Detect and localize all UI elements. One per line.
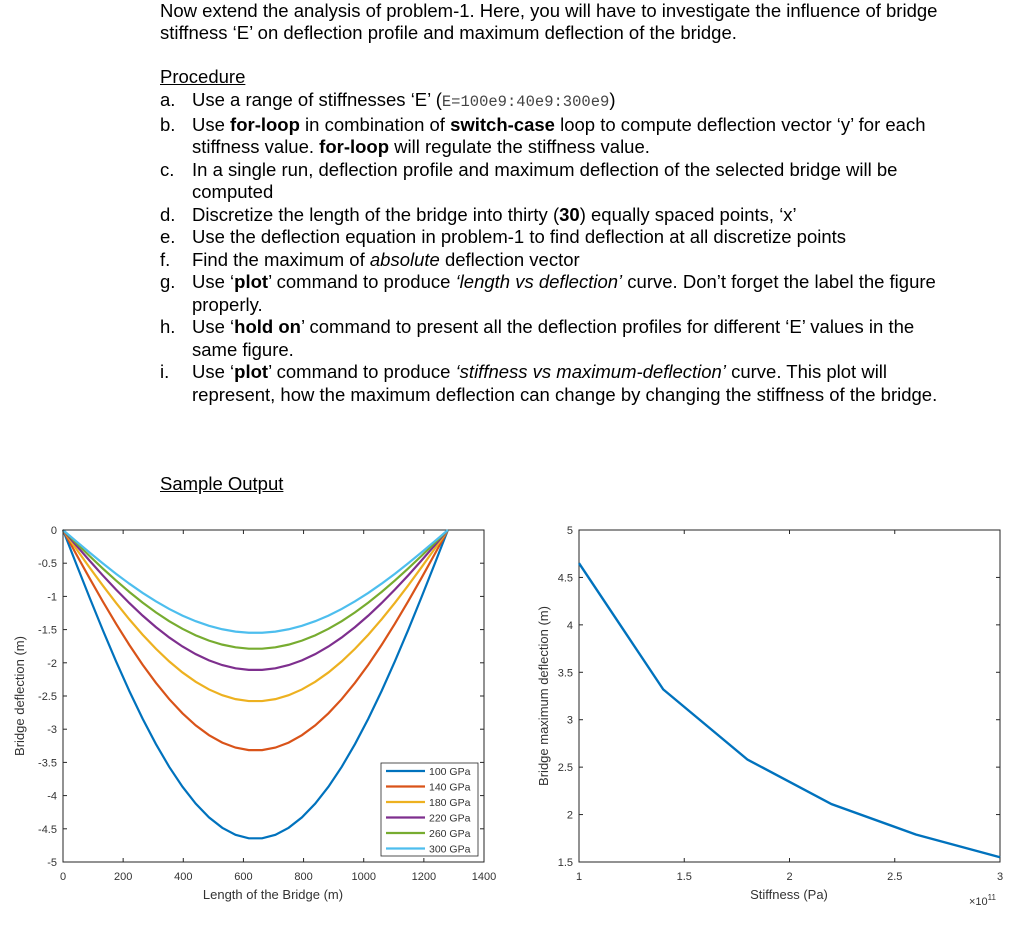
y-tick-label: -2.5 [38,691,57,703]
intro-paragraph: Now extend the analysis of problem-1. Here, you will have to investigate the influence of bridge stiffness ‘E’ on deflection profile and maximum deflection of the bridge. [160,0,938,43]
code-snippet: E=100e9:40e9:300e9 [441,93,610,111]
y-tick-label: 0 [50,525,57,537]
italic-text: ‘stiffness vs maximum-deflection’ [455,361,726,382]
stiffness-plot-frame [579,530,1000,862]
x-tick-label: 1.5 [676,871,692,883]
step-marker: f. [160,248,171,270]
y-tick-label: -4.5 [38,823,57,836]
y-tick-label: 3 [566,714,573,727]
x-tick-label: 1400 [471,871,497,883]
step-text-part: Use ‘ [192,361,235,382]
bold-text: plot [234,361,269,382]
step-text-part: curve. This plot will represent, how the maximum deflection can change by changing the stiffness of the bridge. [192,361,938,405]
y-tick-label: -2 [47,657,57,670]
bold-text: for-loop [230,113,300,135]
step-text-part: Use a range of stiffnesses ‘E’ ( [192,89,442,110]
step-text-part: Find the maximum of [192,248,370,270]
y-tick-label: 3.5 [557,667,573,680]
x-tick-label: 0 [59,871,67,883]
y-tick-label: 1.5 [557,857,573,869]
legend-entry: 220 GPa [429,812,471,825]
legend-entry: 260 GPa [429,828,471,840]
x-tick-label: 3 [996,871,1004,883]
step-text-part: Discretize the length of the bridge into thirty ( [192,203,560,225]
sample-output-heading: Sample Output [160,473,284,494]
step-marker: a. [160,89,176,110]
step-marker: d. [160,203,176,225]
step-marker: h. [160,316,176,337]
step-marker: g. [160,271,176,292]
y-tick-label: 4.5 [557,572,573,585]
step-text-part: ) [609,89,616,110]
y-tick-label: 4 [566,619,573,632]
step-text-part: Use the deflection equation in problem-1 to find deflection at all discretize points [192,226,847,247]
step-marker: b. [160,113,176,135]
x-tick-label: 600 [234,871,253,883]
italic-text: ‘length vs deflection’ [455,271,623,292]
y-tick-label: -1 [47,591,57,604]
step-text-part: Use ‘ [192,316,235,337]
step-text-part: ’ command to produce [268,361,456,382]
y-tick-label: 2.5 [557,762,573,775]
bold-text: hold on [234,316,301,337]
y-tick-label: -3.5 [38,757,57,770]
x-tick-label: 1 [575,871,583,883]
stiffness-y-axis-label: Bridge maximum deflection (m) [536,606,551,786]
x-tick-label: 400 [174,871,193,883]
bold-text: plot [234,271,269,292]
step-text-part: In a single run, deflection profile and maximum deflection of the selected bridge will be computed [192,158,898,202]
step-text-part: in combination of [299,113,451,135]
y-tick-label: 5 [566,525,573,537]
italic-text: absolute [369,248,440,270]
x-tick-label: 800 [294,871,313,883]
stiffness-max-deflection-chart [536,525,1003,908]
y-tick-label: -3 [47,724,57,737]
legend-entry: 140 GPa [429,781,471,794]
stiffness-x-axis-label: Stiffness (Pa) [750,887,828,902]
step-marker: c. [160,158,175,180]
y-tick-label: -5 [47,857,57,869]
step-text-part: ’ command to produce [268,271,456,292]
y-tick-label: -0.5 [38,558,57,571]
y-tick-label: -1.5 [38,624,57,637]
step-text-part: ’ command to present all the deflection profiles for different ‘E’ values in the same figure. [192,316,915,360]
bold-text: 30 [559,203,580,225]
x-tick-label: 200 [113,871,133,883]
legend-entry: 100 GPa [429,766,471,778]
step-marker: e. [160,226,176,247]
deflection-legend [381,763,478,856]
step-text-part: deflection vector [439,248,580,270]
x-tick-label: 1200 [411,871,437,883]
x-tick-label: 2 [786,871,793,883]
x-tick-label: 1000 [351,871,376,883]
step-text-part: loop to compute deflection vector ‘y’ for each stiffness value. [192,113,926,157]
step-marker: i. [160,361,170,382]
deflection-y-axis-label: Bridge deflection (m) [12,636,27,756]
y-tick-label: 2 [566,809,573,822]
bold-text: for-loop [319,136,390,157]
step-text-part: ) equally spaced points, ‘x’ [579,203,797,225]
deflection-profile-chart [12,525,496,902]
legend-entry: 300 GPa [429,843,471,856]
x-multiplier-label: $\times 10^{11}$ [969,893,996,908]
y-tick-label: -4 [47,790,57,803]
step-text-part: curve. Don’t forget the label the figure properly. [192,271,936,315]
step-text-part: Use ‘ [192,271,235,292]
procedure-heading: Procedure [160,66,246,87]
step-text-part: will regulate the stiffness value. [389,136,650,157]
x-tick-label: 2.5 [887,871,903,883]
bold-text: switch-case [450,113,555,135]
legend-entry: 180 GPa [429,797,471,809]
step-text-part: Use [192,113,231,135]
deflection-x-axis-label: Length of the Bridge (m) [202,887,344,902]
